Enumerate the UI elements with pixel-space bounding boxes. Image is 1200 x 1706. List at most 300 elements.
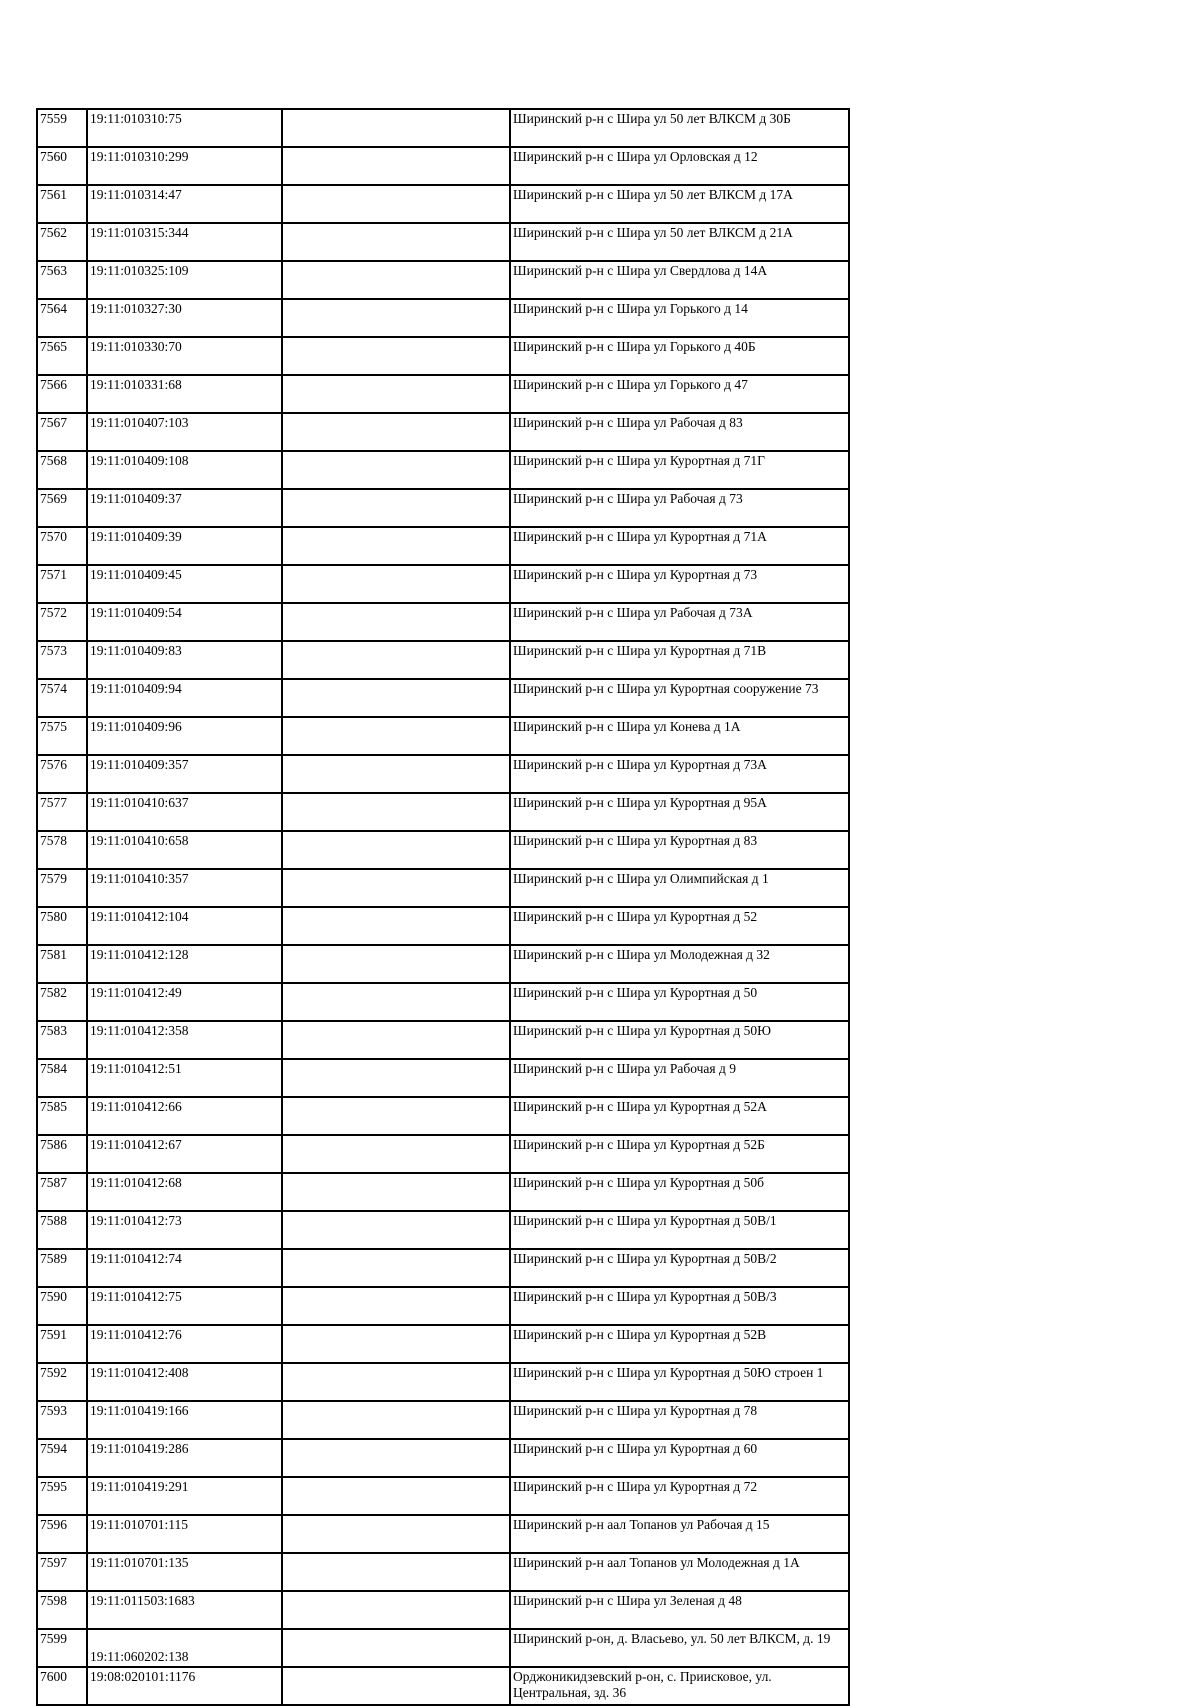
row-number-text: 7566 [40,377,67,392]
address-text: Ширинский р-н с Шира ул Олимпийская д 1 [513,871,769,886]
address-cell [510,1439,849,1477]
cadastral-number-cell [87,109,282,147]
address-text: Ширинский р-н с Шира ул Курортная д 72 [513,1479,758,1494]
row-number-text: 7561 [40,187,67,202]
cadastral-number-cell [87,1401,282,1439]
empty-cell [282,679,510,717]
empty-cell [282,1667,510,1705]
address-text: Ширинский р-н с Шира ул Курортная д 83 [513,833,758,848]
cadastral-number-text: 19:11:010419:166 [90,1403,189,1418]
row-number-cell [37,1135,87,1173]
cadastral-number-text: 19:11:010325:109 [90,263,189,278]
table-row [37,185,849,223]
address-cell [510,413,849,451]
address-text: Ширинский р-н аал Топанов ул Молодежная д 1А [513,1555,800,1570]
address-text: Ширинский р-н с Шира ул Свердлова д 14А [513,263,768,278]
row-number-cell [37,261,87,299]
cadastral-number-text: 19:11:010412:74 [90,1251,182,1266]
empty-cell [282,1439,510,1477]
row-number-cell [37,1667,87,1705]
address-text: Ширинский р-н с Шира ул Рабочая д 83 [513,415,743,430]
row-number-text: 7573 [40,643,67,658]
row-number-text: 7585 [40,1099,67,1114]
row-number-text: 7576 [40,757,67,772]
row-number-text: 7591 [40,1327,67,1342]
row-number-cell [37,565,87,603]
address-cell [510,1249,849,1287]
row-number-text: 7565 [40,339,67,354]
row-number-text: 7562 [40,225,67,240]
empty-cell [282,1211,510,1249]
empty-cell [282,1553,510,1591]
address-text: Ширинский р-н с Шира ул Курортная д 50В/1 [513,1213,777,1228]
address-cell [510,489,849,527]
cadastral-number-cell [87,375,282,413]
cadastral-number-text: 19:11:010412:75 [90,1289,182,1304]
address-cell [510,1097,849,1135]
address-cell [510,793,849,831]
row-number-text: 7559 [40,111,67,126]
register-sheet [36,108,850,1706]
cadastral-number-cell [87,869,282,907]
row-number-text: 7560 [40,149,67,164]
cadastral-number-text: 19:11:010412:128 [90,947,189,962]
address-cell [510,185,849,223]
address-cell [510,109,849,147]
cadastral-number-text: 19:11:010315:344 [90,225,189,240]
address-text: Ширинский р-н с Шира ул Зеленая д 48 [513,1593,742,1608]
address-cell [510,1135,849,1173]
address-text: Ширинский р-н с Шира ул Конева д 1А [513,719,741,734]
table-row [37,527,849,565]
cadastral-number-cell [87,1249,282,1287]
row-number-text: 7597 [40,1555,67,1570]
cadastral-number-cell [87,147,282,185]
address-text: Ширинский р-н с Шира ул Курортная д 50В/2 [513,1251,777,1266]
property-register-table [36,108,850,1706]
address-text: Ширинский р-н с Шира ул Курортная д 50б [513,1175,764,1190]
row-number-cell [37,641,87,679]
address-text: Ширинский р-н с Шира ул Курортная д 50Ю строен 1 [513,1365,824,1380]
cadastral-number-text: 19:11:010412:51 [90,1061,182,1076]
empty-cell [282,869,510,907]
address-text: Ширинский р-н с Шира ул Горького д 14 [513,301,748,316]
address-text: Ширинский р-н с Шира ул Горького д 47 [513,377,748,392]
address-text: Ширинский р-н с Шира ул Курортная д 73А [513,757,767,772]
empty-cell [282,1401,510,1439]
table-row [37,109,849,147]
cadastral-number-text: 19:11:060202:138 [90,1649,189,1664]
cadastral-number-cell [87,337,282,375]
row-number-cell [37,1401,87,1439]
table-row [37,1173,849,1211]
cadastral-number-text: 19:11:010701:135 [90,1555,189,1570]
row-number-cell [37,1439,87,1477]
row-number-cell [37,1097,87,1135]
empty-cell [282,223,510,261]
empty-cell [282,1097,510,1135]
table-row [37,375,849,413]
cadastral-number-cell [87,185,282,223]
cadastral-number-text: 19:11:010409:96 [90,719,182,734]
row-number-cell [37,1477,87,1515]
address-cell [510,1173,849,1211]
table-row [37,299,849,337]
cadastral-number-cell [87,1629,282,1667]
row-number-cell [37,413,87,451]
table-row [37,261,849,299]
empty-cell [282,489,510,527]
address-cell [510,1211,849,1249]
empty-cell [282,565,510,603]
address-text: Ширинский р-н с Шира ул Курортная д 52 [513,909,758,924]
row-number-cell [37,679,87,717]
table-row [37,1097,849,1135]
empty-cell [282,109,510,147]
address-text: Ширинский р-н с Шира ул Курортная д 52А [513,1099,767,1114]
row-number-text: 7600 [40,1669,67,1684]
table-row [37,907,849,945]
cadastral-number-cell [87,793,282,831]
row-number-text: 7589 [40,1251,67,1266]
row-number-text: 7567 [40,415,67,430]
empty-cell [282,337,510,375]
cadastral-number-cell [87,223,282,261]
address-text: Ширинский р-н с Шира ул Курортная д 95А [513,795,767,810]
row-number-text: 7580 [40,909,67,924]
empty-cell [282,1325,510,1363]
row-number-text: 7592 [40,1365,67,1380]
address-cell [510,755,849,793]
row-number-cell [37,755,87,793]
row-number-text: 7578 [40,833,67,848]
table-row [37,451,849,489]
cadastral-number-cell [87,603,282,641]
cadastral-number-cell [87,1211,282,1249]
address-cell [510,1021,849,1059]
address-text: Ширинский р-н с Шира ул Орловская д 12 [513,149,758,164]
table-row [37,565,849,603]
row-number-text: 7583 [40,1023,67,1038]
address-cell [510,1287,849,1325]
cadastral-number-text: 19:11:010412:408 [90,1365,189,1380]
empty-cell [282,1515,510,1553]
row-number-cell [37,1287,87,1325]
address-cell [510,223,849,261]
table-body [37,109,849,1705]
empty-cell [282,147,510,185]
row-number-cell [37,1553,87,1591]
cadastral-number-cell [87,641,282,679]
row-number-text: 7579 [40,871,67,886]
cadastral-number-text: 19:11:010409:54 [90,605,182,620]
address-cell [510,907,849,945]
address-cell [510,1591,849,1629]
row-number-text: 7599 [40,1631,67,1646]
cadastral-number-cell [87,831,282,869]
address-cell [510,337,849,375]
address-text: Ширинский р-н с Шира ул Молодежная д 32 [513,947,770,962]
cadastral-number-cell [87,451,282,489]
row-number-cell [37,907,87,945]
row-number-cell [37,1363,87,1401]
row-number-text: 7575 [40,719,67,734]
cadastral-number-cell [87,489,282,527]
empty-cell [282,1363,510,1401]
row-number-cell [37,717,87,755]
empty-cell [282,185,510,223]
address-cell [510,451,849,489]
address-cell [510,945,849,983]
row-number-text: 7563 [40,263,67,278]
address-text: Ширинский р-н с Шира ул 50 лет ВЛКСМ д 17А [513,187,793,202]
address-cell [510,299,849,337]
address-text: Ширинский р-н с Шира ул Курортная д 60 [513,1441,758,1456]
row-number-text: 7593 [40,1403,67,1418]
empty-cell [282,1021,510,1059]
row-number-text: 7595 [40,1479,67,1494]
address-text: Ширинский р-н с Шира ул Рабочая д 73 [513,491,743,506]
cadastral-number-cell [87,1591,282,1629]
row-number-cell [37,337,87,375]
cadastral-number-text: 19:11:010410:658 [90,833,189,848]
empty-cell [282,793,510,831]
table-row [37,983,849,1021]
address-cell [510,1401,849,1439]
address-cell [510,869,849,907]
address-cell [510,565,849,603]
address-cell [510,1629,849,1667]
address-cell [510,603,849,641]
address-text: Ширинский р-н с Шира ул Горького д 40Б [513,339,756,354]
row-number-text: 7586 [40,1137,67,1152]
address-text: Ширинский р-н с Шира ул Курортная д 71А [513,529,767,544]
cadastral-number-cell [87,1059,282,1097]
table-row [37,337,849,375]
address-cell [510,1477,849,1515]
cadastral-number-cell [87,1173,282,1211]
row-number-cell [37,375,87,413]
cadastral-number-cell [87,1021,282,1059]
cadastral-number-cell [87,299,282,337]
cadastral-number-text: 19:11:010701:115 [90,1517,189,1532]
empty-cell [282,1629,510,1667]
row-number-text: 7568 [40,453,67,468]
cadastral-number-text: 19:11:010314:47 [90,187,182,202]
empty-cell [282,261,510,299]
cadastral-number-text: 19:08:020101:1176 [90,1669,196,1684]
empty-cell [282,983,510,1021]
empty-cell [282,451,510,489]
table-row [37,679,849,717]
table-row [37,1363,849,1401]
table-row [37,755,849,793]
cadastral-number-text: 19:11:010331:68 [90,377,182,392]
address-text: Ширинский р-н с Шира ул Курортная д 50В/3 [513,1289,777,1304]
address-text: Ширинский р-н с Шира ул Рабочая д 73А [513,605,753,620]
cadastral-number-cell [87,717,282,755]
cadastral-number-text: 19:11:010412:104 [90,909,189,924]
cadastral-number-text: 19:11:010327:30 [90,301,182,316]
address-text: Ширинский р-н с Шира ул Курортная д 52В [513,1327,767,1342]
address-cell [510,641,849,679]
address-text: Ширинский р-н с Шира ул Курортная д 50Ю [513,1023,771,1038]
table-row [37,717,849,755]
row-number-text: 7572 [40,605,67,620]
row-number-cell [37,1211,87,1249]
cadastral-number-text: 19:11:010330:70 [90,339,182,354]
row-number-text: 7588 [40,1213,67,1228]
row-number-cell [37,1249,87,1287]
empty-cell [282,755,510,793]
cadastral-number-text: 19:11:010407:103 [90,415,189,430]
table-row [37,1325,849,1363]
table-row [37,489,849,527]
cadastral-number-cell [87,907,282,945]
address-text: Ширинский р-н с Шира ул Курортная д 71Г [513,453,765,468]
address-text: Ширинский р-н с Шира ул Курортная д 78 [513,1403,758,1418]
table-row [37,1629,849,1667]
cadastral-number-text: 19:11:010409:45 [90,567,182,582]
cadastral-number-cell [87,1097,282,1135]
cadastral-number-text: 19:11:010409:39 [90,529,182,544]
cadastral-number-cell [87,945,282,983]
empty-cell [282,413,510,451]
row-number-text: 7564 [40,301,67,316]
row-number-cell [37,869,87,907]
empty-cell [282,1249,510,1287]
cadastral-number-cell [87,261,282,299]
cadastral-number-text: 19:11:010419:291 [90,1479,189,1494]
row-number-text: 7590 [40,1289,67,1304]
empty-cell [282,375,510,413]
cadastral-number-text: 19:11:010409:37 [90,491,182,506]
empty-cell [282,1477,510,1515]
cadastral-number-cell [87,1325,282,1363]
cadastral-number-text: 19:11:010409:357 [90,757,189,772]
cadastral-number-text: 19:11:010412:67 [90,1137,182,1152]
empty-cell [282,641,510,679]
address-cell [510,527,849,565]
address-cell [510,1059,849,1097]
empty-cell [282,1135,510,1173]
row-number-text: 7582 [40,985,67,1000]
address-text: Ширинский р-н с Шира ул Курортная д 73 [513,567,758,582]
cadastral-number-text: 19:11:010409:83 [90,643,182,658]
address-text: Ширинский р-н с Шира ул Курортная д 50 [513,985,758,1000]
table-row [37,1021,849,1059]
row-number-text: 7587 [40,1175,67,1190]
cadastral-number-cell [87,413,282,451]
address-cell [510,717,849,755]
cadastral-number-cell [87,1287,282,1325]
address-text: Ширинский р-он, д. Власьево, ул. 50 лет ВЛКСМ, д. 19 [513,1631,831,1646]
row-number-cell [37,451,87,489]
table-row [37,1515,849,1553]
cadastral-number-text: 19:11:010412:358 [90,1023,189,1038]
cadastral-number-cell [87,679,282,717]
table-row [37,1401,849,1439]
address-text: Ширинский р-н с Шира ул 50 лет ВЛКСМ д 21А [513,225,793,240]
table-row [37,1287,849,1325]
table-row [37,793,849,831]
cadastral-number-cell [87,1135,282,1173]
address-cell [510,983,849,1021]
row-number-cell [37,299,87,337]
row-number-text: 7596 [40,1517,67,1532]
table-row [37,1439,849,1477]
empty-cell [282,1059,510,1097]
row-number-cell [37,1021,87,1059]
cadastral-number-text: 19:11:010419:286 [90,1441,189,1456]
table-row [37,1477,849,1515]
row-number-text: 7577 [40,795,67,810]
cadastral-number-text: 19:11:010412:73 [90,1213,182,1228]
empty-cell [282,907,510,945]
row-number-text: 7571 [40,567,67,582]
cadastral-number-cell [87,527,282,565]
row-number-cell [37,831,87,869]
table-row [37,603,849,641]
table-row [37,1591,849,1629]
row-number-text: 7569 [40,491,67,506]
row-number-cell [37,1173,87,1211]
address-text: Ширинский р-н с Шира ул Курортная сооружение 73 [513,681,819,696]
empty-cell [282,945,510,983]
table-row [37,1211,849,1249]
address-cell [510,375,849,413]
row-number-cell [37,1059,87,1097]
row-number-cell [37,1629,87,1667]
address-cell [510,1325,849,1363]
address-text: Ширинский р-н с Шира ул Рабочая д 9 [513,1061,736,1076]
table-row [37,413,849,451]
table-row [37,869,849,907]
row-number-cell [37,185,87,223]
cadastral-number-cell [87,1363,282,1401]
empty-cell [282,603,510,641]
empty-cell [282,1287,510,1325]
address-text: Орджоникидзевский р-он, с. Приисковое, ул. Центральная, зд. 36 [513,1669,772,1700]
table-row [37,831,849,869]
row-number-cell [37,109,87,147]
row-number-cell [37,603,87,641]
address-cell [510,1667,849,1705]
cadastral-number-text: 19:11:010410:357 [90,871,189,886]
row-number-text: 7598 [40,1593,67,1608]
cadastral-number-text: 19:11:010410:637 [90,795,189,810]
cadastral-number-text: 19:11:010310:299 [90,149,189,164]
cadastral-number-cell [87,755,282,793]
cadastral-number-text: 19:11:010412:66 [90,1099,182,1114]
empty-cell [282,831,510,869]
address-text: Ширинский р-н с Шира ул Курортная д 52Б [513,1137,765,1152]
table-row [37,1059,849,1097]
table-row [37,147,849,185]
row-number-text: 7570 [40,529,67,544]
cadastral-number-text: 19:11:010412:49 [90,985,182,1000]
row-number-text: 7581 [40,947,67,962]
cadastral-number-text: 19:11:010409:94 [90,681,182,696]
cadastral-number-cell [87,565,282,603]
row-number-cell [37,1515,87,1553]
row-number-cell [37,983,87,1021]
row-number-cell [37,147,87,185]
address-cell [510,1363,849,1401]
cadastral-number-cell [87,1477,282,1515]
row-number-cell [37,1591,87,1629]
row-number-text: 7594 [40,1441,67,1456]
